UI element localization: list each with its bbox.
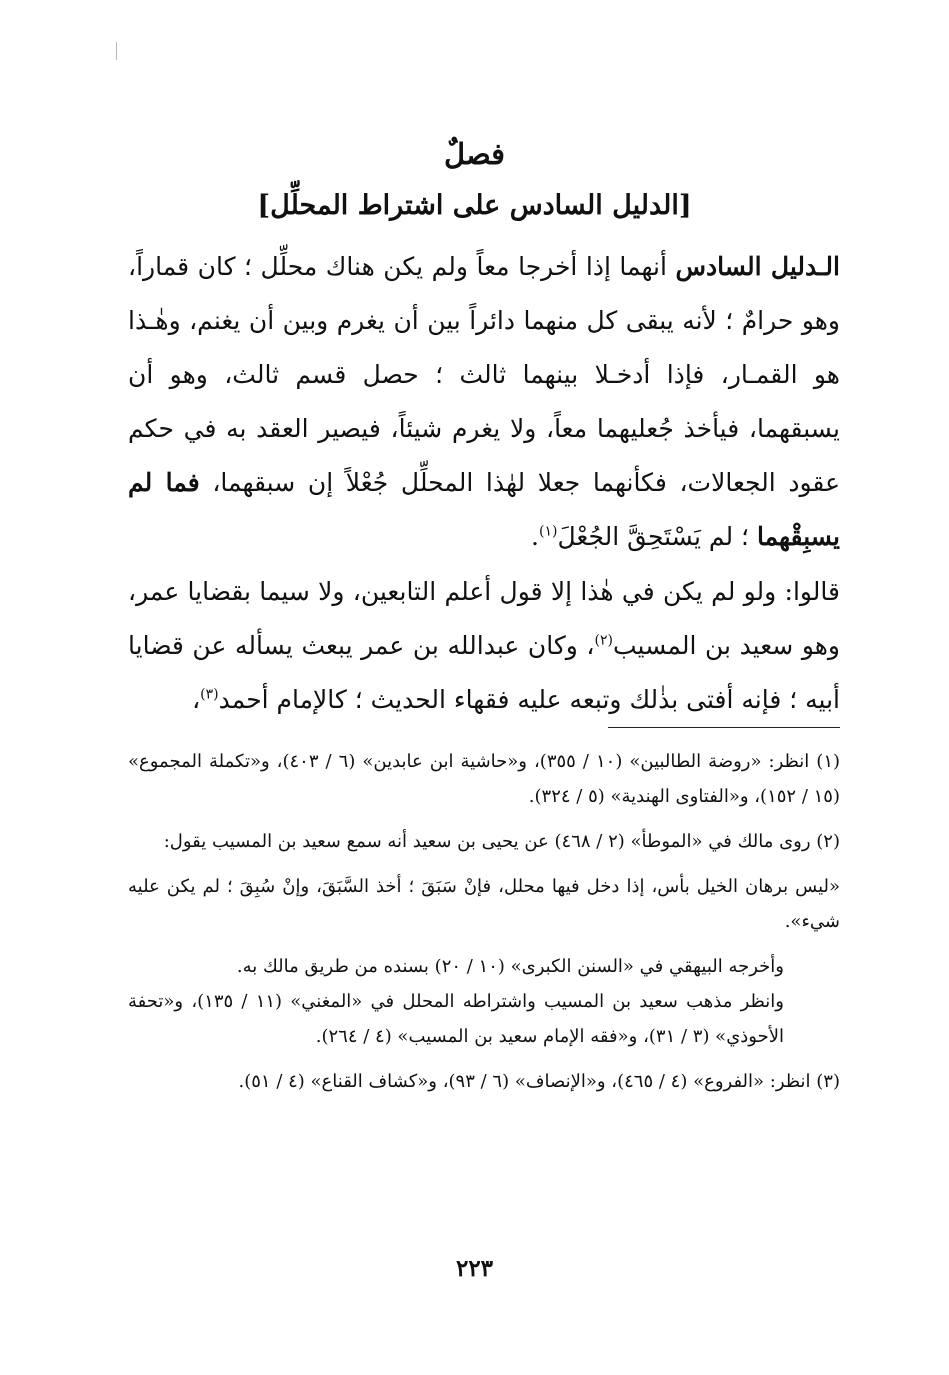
paragraph-lead: الـدليل السادس bbox=[675, 252, 840, 281]
section-title: فصلٌ bbox=[444, 137, 505, 171]
page-number: ٢٢٣ bbox=[455, 1255, 494, 1282]
scan-edge-mark bbox=[116, 42, 117, 60]
paragraph-text: أنهما إذا أخرجا معاً ولم يكن هناك محلِّل ؛ كان قماراً، وهو حرامٌ ؛ لأنه يبقى كل منهما دائراً بين أن يغرم وبين أن يغنم، وهٰـذا هو القمـار، فإذا أدخـلا بينهما ثالث ؛ حصل قسم ثالث، وهو أن يسبقهما، فيأخذ جُعليهما معاً، ولا يغرم شيئاً، فيصير العقد به في حكم عقود الجعالات، فكأنهما جعلا لهٰذا المحلِّل جُعْلاً إن سبقهما، bbox=[128, 252, 840, 497]
paragraph-sixth-proof bbox=[128, 240, 840, 564]
footnote-3: (٣) انظر: «الفروع» (٤ / ٤٦٥)، و«الإنصاف» (٦ / ٩٣)، و«كشاف القناع» (٤ / ٥١). bbox=[238, 1071, 840, 1092]
footnotes bbox=[128, 744, 840, 1109]
footnote-ref-2[interactable]: (٢) bbox=[594, 632, 613, 649]
footnote-2-see-also: وانظر مذهب سعيد بن المسيب واشتراطه المحلل في «المغني» (١١ / ١٣٥)، و«تحفة الأحوذي» (٣ / ٣١)، و«فقه الإمام سعيد بن المسيب» (٤ / ٢٦٤). bbox=[128, 991, 784, 1047]
footnote-ref-3[interactable]: (٣) bbox=[200, 686, 219, 703]
footnote-ref-1[interactable]: (١) bbox=[539, 523, 558, 540]
paragraph-text: ، وكان عبدالله بن عمر يبعث يسأله عن قضايا أبيه ؛ فإنه أفتى بذٰلك وتبعه عليه فقهاء الحديث ؛ كالإمام أحمد bbox=[128, 631, 840, 714]
paragraph-end: ، bbox=[192, 685, 201, 714]
paragraph-text: قالوا: ولو لم يكن في هٰذا إلا قول أعلم التابعين، ولا سيما بقضايا عمر، وهو سعيد بن المسيب bbox=[128, 577, 841, 660]
paragraph-end: . bbox=[531, 522, 539, 551]
footnote-1: (١) انظر: «روضة الطالبين» (١٠ / ٣٥٥)، و«حاشية ابن عابدين» (٦ / ٤٠٣)، و«تكملة المجموع» (١٥ / ١٥٢)، و«الفتاوى الهندية» (٥ / ٣٢٤). bbox=[128, 751, 841, 807]
paragraph-tail: ؛ لم يَسْتَحِقَّ الجُعْلَ bbox=[557, 522, 757, 551]
footnote-2: (٢) روى مالك في «الموطأ» (٢ / ٤٦٨) عن يحيى بن سعيد أنه سمع سعيد بن المسيب يقول: bbox=[163, 831, 840, 852]
footnote-2-quote: «ليس برهان الخيل بأس، إذا دخل فيها محلل، فإنْ سَبَقَ ؛ أخذ السَّبَقَ، وإنْ سُبِقَ ؛ لم يكن عليه شيء». bbox=[128, 876, 840, 932]
section-subtitle: [الدليل السادس على اشتراط المحلِّل] bbox=[257, 190, 692, 221]
footnote-separator bbox=[608, 727, 840, 728]
paragraph-emphasis: فما لم يسبِقْهما bbox=[128, 468, 840, 551]
footnote-2-takhrij: وأخرجه البيهقي في «السنن الكبرى» (١٠ / ٢٠) بسنده من طريق مالك به. bbox=[236, 956, 784, 977]
paragraph-qalu bbox=[128, 565, 840, 727]
